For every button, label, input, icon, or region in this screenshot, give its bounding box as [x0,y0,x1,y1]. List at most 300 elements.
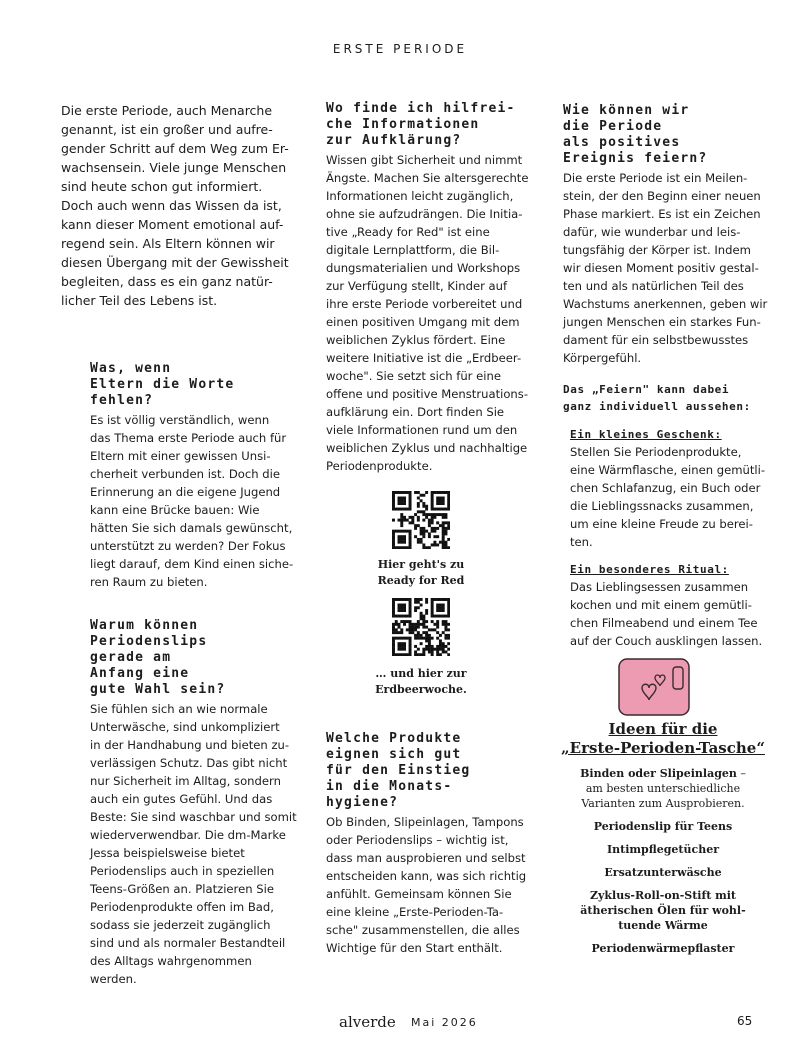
section-heading [326,101,526,149]
qr-module [447,606,450,609]
text-line: nur Sicherheit im Alltag, sondern [90,774,281,788]
qr-module [400,530,403,533]
bag-item [548,842,778,857]
qr-module [403,508,406,511]
qr-module [433,491,436,494]
qr-module [403,606,406,609]
qr-module [403,516,406,519]
qr-module [409,505,412,508]
qr-module [406,530,409,533]
qr-module [409,606,412,609]
qr-module [400,606,403,609]
text-line: Unterwäsche, sind unkompliziert [90,720,280,734]
qr-module [392,497,395,500]
section-heading [326,731,526,811]
qr-module [420,530,423,533]
qr-module [439,604,442,607]
qr-module [436,645,439,648]
text-line: Periodenprodukte offen im Bad, [90,900,274,914]
text-line: kochen und mit einem gemütli- [570,598,752,612]
text-line: ten und als natürlichen Teil des [563,279,744,293]
qr-module [436,620,439,623]
heading-line: die Periode [563,119,663,134]
qr-module [431,598,434,601]
qr-module [436,623,439,626]
item-label: Periodenwärmepflaster [591,942,735,955]
text-line: Phase markiert. Es ist ein Zeichen [563,207,761,221]
qr-module [422,494,425,497]
qr-module [447,612,450,615]
text-line: Wachstums anerkennen, geben wir [563,297,768,311]
qr-module [431,637,434,640]
text-line: Das Lieblingsessen zusammen [570,580,749,594]
qr-module [422,510,425,513]
qr-module [442,606,445,609]
qr-module [409,631,412,634]
qr-module [439,645,442,648]
text-line: wiederverwendbar. Die dm-Marke [90,828,286,842]
qr-module [431,508,434,511]
text-line: Die erste Periode, auch Menarche [61,103,273,118]
qr-module [425,637,428,640]
item-note: am besten unterschiedliche [585,782,741,795]
qr-module [409,609,412,612]
qr-module [420,642,423,645]
qr-code-ready-for-red[interactable] [392,491,450,549]
qr-module [400,628,403,631]
qr-module [422,617,425,620]
qr-module [417,519,420,522]
qr-module [444,645,447,648]
heading-line: Warum können [90,618,199,633]
qr-module [447,491,450,494]
qr-module [406,637,409,640]
qr-module [420,637,423,640]
qr-pattern [392,598,450,656]
qr-module [392,606,395,609]
qr-module [428,628,431,631]
qr-module [417,634,420,637]
qr-module [417,637,420,640]
qr-module [431,527,434,530]
qr-module [444,623,447,626]
qr-module [398,538,401,541]
qr-module [436,527,439,530]
qr-module [395,623,398,626]
section-info [326,101,529,475]
qr-module [403,620,406,623]
qr-module [439,513,442,516]
bag-box [548,720,778,956]
qr-module [417,626,420,629]
qr-module [395,491,398,494]
qr-module [439,609,442,612]
bag-item [548,941,778,956]
text-line: tive „Ready for Red" ist eine [326,225,490,239]
tip-gift [570,426,768,551]
qr-module [398,598,401,601]
text-line: Teens-Größen an. Platzieren Sie [90,882,274,896]
text-line: Doch auch wenn das Wissen da ist, [61,198,282,213]
qr-module [433,615,436,618]
qr-pattern [392,491,450,549]
qr-module [409,639,412,642]
qr-module [403,541,406,544]
qr-module [403,535,406,538]
qr-module [409,535,412,538]
qr-module [447,538,450,541]
qr-module [436,650,439,653]
qr-module [420,541,423,544]
qr-module [414,634,417,637]
qr-module [392,604,395,607]
qr-module [444,530,447,533]
text-line: eine Wärmflasche, einen gemütli- [570,463,766,477]
qr-module [439,606,442,609]
qr-module [400,513,403,516]
text-line: sind heute schon gut informiert. [61,179,263,194]
qr-module [409,508,412,511]
qr-module [422,620,425,623]
qr-module [409,538,412,541]
qr-module [422,502,425,505]
heading-line: gute Wahl sein? [90,682,226,697]
qr-module [417,505,420,508]
heading-line: in die Monats- [326,779,453,794]
qr-module [409,615,412,618]
qr-module [398,491,401,494]
qr-module [431,543,434,546]
qr-module [444,513,447,516]
bag-item [548,865,778,880]
qr-module [403,499,406,502]
qr-module [392,631,395,634]
qr-module [431,505,434,508]
qr-module [442,541,445,544]
caption-line: Ready for Red [377,574,465,587]
qr-module [442,524,445,527]
qr-module [428,650,431,653]
qr-module [420,598,423,601]
qr-module [436,508,439,511]
qr-module [447,604,450,607]
qr-module [442,598,445,601]
qr-module [420,623,423,626]
heading-line: Was, wenn [90,361,172,376]
qr-module [422,532,425,535]
qr-module [442,521,445,524]
qr-module [409,620,412,623]
qr-module [431,601,434,604]
qr-module [409,623,412,626]
qr-module [422,546,425,549]
qr-module [400,609,403,612]
qr-module [417,648,420,651]
qr-module [442,513,445,516]
qr-module [422,519,425,522]
heading-line: als positives [563,135,681,150]
qr-module [406,628,409,631]
qr-module [395,628,398,631]
qr-module [403,648,406,651]
qr-module [417,541,420,544]
qr-module [392,609,395,612]
heading-line: für den Einstieg [326,763,471,778]
qr-module [398,497,401,500]
qr-module [409,499,412,502]
qr-module [403,645,406,648]
qr-module [425,598,428,601]
text-line: sodass sie jederzeit zugänglich [90,918,271,932]
qr-module [428,639,431,642]
text-line: Informationen leicht zugänglich, [326,189,514,203]
qr-module [436,502,439,505]
qr-module [442,543,445,546]
qr-module [422,543,425,546]
qr-module [400,642,403,645]
qr-module [400,516,403,519]
qr-module [431,620,434,623]
text-line: werden. [90,972,137,986]
qr-module [409,502,412,505]
heading-line: che Informationen [326,117,480,132]
qr-module [400,497,403,500]
qr-module [417,538,420,541]
qr-module [439,615,442,618]
qr-module [392,535,395,538]
text-line: wachsensein. Viele junge Menschen [61,160,287,175]
qr-module [417,497,420,500]
qr-module [439,502,442,505]
qr-module [433,648,436,651]
qr-module [433,508,436,511]
qr-module [411,519,414,522]
qr-module [431,609,434,612]
qr-module [414,513,417,516]
qr-module [444,637,447,640]
qr-module [392,645,395,648]
qr-module [406,620,409,623]
qr-code-erdbeerwoche[interactable] [392,598,450,656]
text-line: dafür, wie wunderbar und leis- [563,225,741,239]
qr-module [406,546,409,549]
subheading-line: ganz individuell aussehen: [563,400,751,413]
qr-module [431,604,434,607]
qr-module [403,519,406,522]
qr-module [431,502,434,505]
qr-module [400,535,403,538]
item-label: Periodenslip für Teens [593,820,733,833]
qr-module [442,648,445,651]
text-line: verlässigen Schutz. Das gibt nicht [90,756,288,770]
qr-module [439,642,442,645]
text-line: Sie fühlen sich an wie normale [90,702,268,716]
qr-module [392,601,395,604]
qr-module [444,620,447,623]
qr-module [442,508,445,511]
qr-module [436,513,439,516]
qr-module [442,546,445,549]
qr-module [447,598,450,601]
qr-module [392,532,395,535]
qr-module [417,601,420,604]
qr-caption-erdbeerwoche [351,666,491,698]
qr-module [442,623,445,626]
qr-module [436,598,439,601]
qr-module [433,598,436,601]
qr-module [431,653,434,656]
qr-module [428,524,431,527]
text-line: Jessa beispielsweise bietet [90,846,245,860]
item-label: Ersatzunterwäsche [604,866,722,879]
qr-module [436,631,439,634]
heading-line: Periodenslips [90,634,208,649]
qr-module [400,645,403,648]
qr-module [444,521,447,524]
qr-module [447,601,450,604]
qr-module [431,519,434,522]
qr-module [406,491,409,494]
qr-module [417,631,420,634]
qr-module [425,508,428,511]
item-label: tuende Wärme [618,919,708,932]
qr-module [428,519,431,522]
qr-module [409,637,412,640]
qr-module [431,650,434,653]
qr-module [442,527,445,530]
qr-module [392,546,395,549]
text-line: unterstützt zu werden? Der Fokus [90,539,286,553]
text-line: diesen Übergang mit der Gewissheit [61,255,289,270]
section-body [326,813,526,957]
text-line: Stellen Sie Periodenprodukte, [570,445,742,459]
qr-module [431,516,434,519]
qr-module [409,541,412,544]
qr-module [442,631,445,634]
qr-module [398,631,401,634]
text-line: gender Schritt auf dem Weg zum Er- [61,141,289,156]
qr-module [392,494,395,497]
text-line: des Alltags wahrgenommen [90,954,252,968]
section-words [90,361,294,591]
qr-module [444,541,447,544]
qr-module [398,648,401,651]
qr-module [420,499,423,502]
qr-module [425,631,428,634]
qr-module [395,546,398,549]
qr-module [433,516,436,519]
qr-module [414,601,417,604]
qr-module [398,606,401,609]
heading-line: gerade am [90,650,172,665]
brand-logo: alverde [339,1013,396,1031]
qr-module [409,650,412,653]
qr-module [442,650,445,653]
qr-module [392,499,395,502]
qr-module [403,623,406,626]
qr-module [414,645,417,648]
qr-module [425,634,428,637]
text-line: jungen Menschen ein starkes Fun- [563,315,761,329]
qr-module [436,637,439,640]
heading-line: fehlen? [90,393,154,408]
qr-module [414,650,417,653]
qr-module [420,538,423,541]
text-line: eine kleine „Erste-Perioden-Ta- [326,905,504,919]
text-line: Periodenprodukte. [326,459,433,473]
qr-module [425,612,428,615]
heading-line: Anfang eine [90,666,190,681]
qr-module [433,541,436,544]
qr-module [436,615,439,618]
text-line: oder Periodenslips – wichtig ist, [326,833,509,847]
qr-module [414,491,417,494]
qr-module [411,516,414,519]
qr-module [406,615,409,618]
qr-module [422,505,425,508]
qr-module [403,609,406,612]
qr-module [439,634,442,637]
qr-module [398,530,401,533]
qr-module [409,612,412,615]
qr-module [439,541,442,544]
qr-module [420,604,423,607]
caption-line: … und hier zur [375,667,467,680]
qr-module [442,532,445,535]
qr-module [409,521,412,524]
qr-caption-ready-for-red [351,557,491,589]
text-line: um eine kleine Freude zu berei- [570,517,753,531]
text-line: dungsmaterialien und Workshops [326,261,521,275]
qr-module [398,609,401,612]
text-line: Ängste. Machen Sie altersgerechte [326,171,529,185]
qr-module [409,491,412,494]
qr-module [436,606,439,609]
qr-module [409,653,412,656]
qr-module [414,628,417,631]
qr-module [447,615,450,618]
qr-module [409,601,412,604]
qr-module [392,598,395,601]
qr-module [444,626,447,629]
qr-module [392,626,395,629]
qr-module [400,508,403,511]
qr-module [392,623,395,626]
page-number: 65 [737,1014,753,1028]
qr-module [392,612,395,615]
qr-module [417,516,420,519]
text-line: sind und als normaler Bestandteil [90,936,286,950]
text-line: sche" zusammenstellen, die alles [326,923,520,937]
text-line: liegt darauf, dem Kind einen siche- [90,557,294,571]
qr-module [398,499,401,502]
qr-module [417,524,420,527]
text-line: das Thema erste Periode auch für [90,431,287,445]
text-line: einen positiven Umgang mit dem [326,315,520,329]
qr-module [422,648,425,651]
qr-module [436,543,439,546]
qr-module [409,604,412,607]
qr-module [409,628,412,631]
qr-module [403,538,406,541]
bag-item [548,766,778,811]
qr-module [395,631,398,634]
text-line: auf der Couch ausklingen lassen. [570,634,763,648]
text-line: dament für ein selbstbewusstes [563,333,749,347]
qr-module [392,615,395,618]
qr-module [428,648,431,651]
text-line: genannt, ist ein großer und aufre- [61,122,273,137]
